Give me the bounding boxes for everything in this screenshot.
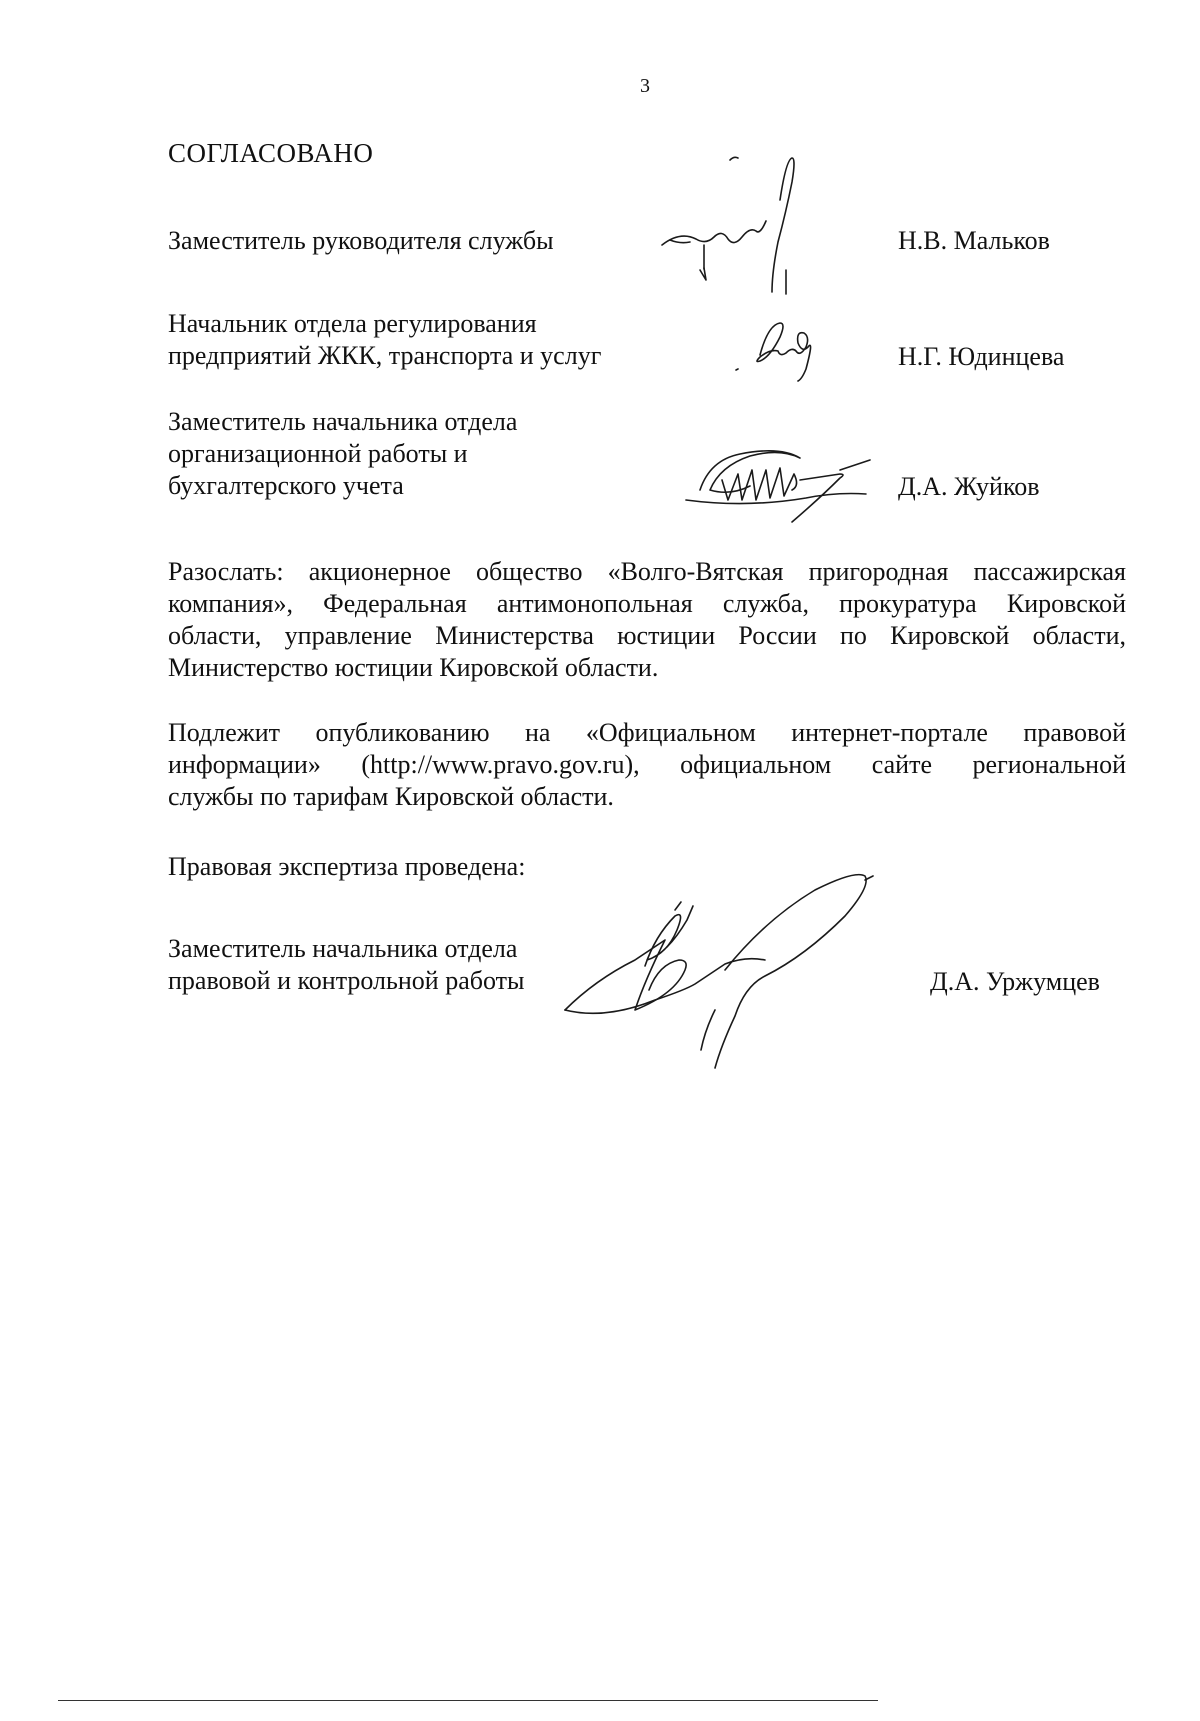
publication-line: Подлежит опубликованию на «Официальном интернет-портале правовой: [168, 718, 1126, 747]
legal-reviewer-position: [168, 933, 524, 997]
distribution-paragraph: [168, 556, 1126, 684]
approver-3-position-line: организационной работы и: [168, 439, 468, 468]
publication-line: информации» (http://www.pravo.gov.ru), официальном сайте региональной: [168, 750, 1126, 779]
distribution-line: Министерство юстиции Кировской области.: [168, 653, 659, 682]
approver-3-name: Д.А. Жуйков: [898, 472, 1040, 501]
footer-rule: [58, 1700, 878, 1701]
signature-4: [565, 870, 925, 1070]
distribution-line: компания», Федеральная антимонопольная служба, прокуратура Кировской: [168, 589, 1126, 618]
approver-2-position: [168, 308, 601, 372]
approver-1-position: [168, 225, 554, 257]
distribution-line: области, управление Министерства юстиции России по Кировской области,: [168, 621, 1126, 650]
approval-heading: СОГЛАСОВАНО: [168, 138, 374, 168]
page-number: 3: [640, 75, 650, 97]
approver-2-name: Н.Г. Юдинцева: [898, 342, 1065, 371]
legal-reviewer-position-line: правовой и контрольной работы: [168, 966, 525, 995]
signature-3: [680, 430, 910, 530]
signature-2: [730, 310, 860, 390]
distribution-line: Разослать: акционерное общество «Волго-Вятская пригородная пассажирская: [168, 557, 1126, 586]
publication-line: службы по тарифам Кировской области.: [168, 782, 614, 811]
approver-1-position-line: Заместитель руководителя службы: [168, 226, 554, 255]
legal-reviewer-position-line: Заместитель начальника отдела: [168, 934, 518, 963]
approver-3-position-line: бухгалтерского учета: [168, 471, 404, 500]
approver-3-position: [168, 406, 517, 502]
legal-review-title: Правовая экспертиза проведена:: [168, 852, 526, 881]
legal-reviewer-name: Д.А. Уржумцев: [930, 967, 1100, 996]
approver-3-position-line: Заместитель начальника отдела: [168, 407, 518, 436]
approver-1-name: Н.В. Мальков: [898, 226, 1050, 255]
approver-2-position-line: Начальник отдела регулирования: [168, 309, 537, 338]
publication-paragraph: [168, 717, 1126, 813]
signature-1: [650, 150, 850, 300]
approver-2-position-line: предприятий ЖКК, транспорта и услуг: [168, 341, 602, 370]
